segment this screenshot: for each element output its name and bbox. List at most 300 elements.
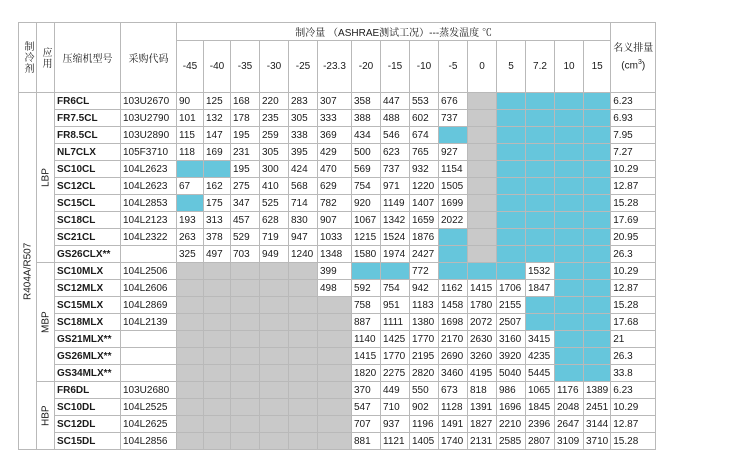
capacity-cell: 305 [260,144,289,161]
capacity-cell: 275 [231,178,260,195]
capacity-cell: 410 [260,178,289,195]
purchase-code-cell: 104L2625 [121,416,177,433]
capacity-cell: 4195 [468,365,497,382]
capacity-cell: 550 [410,382,439,399]
capacity-cell: 1154 [439,161,468,178]
capacity-cell [526,127,555,144]
capacity-cell: 1845 [526,399,555,416]
capacity-cell [584,110,611,127]
capacity-cell: 147 [204,127,231,144]
capacity-cell [177,365,204,382]
capacity-cell [318,314,352,331]
capacity-cell [526,178,555,195]
capacity-cell [231,433,260,450]
capacity-cell [231,382,260,399]
model-cell: SC10MLX [55,263,121,280]
table-row [19,297,656,314]
capacity-cell: 395 [289,144,318,161]
capacity-cell [555,161,584,178]
capacity-cell: 1391 [468,399,497,416]
displacement-cell: 26.3 [611,348,656,365]
capacity-cell: 1770 [381,348,410,365]
table-row [19,263,656,280]
capacity-cell: 1659 [410,212,439,229]
capacity-cell: 2807 [526,433,555,450]
capacity-cell: 195 [231,127,260,144]
temp-header-10: 0 [468,41,497,93]
capacity-cell: 259 [260,127,289,144]
temp-header-14: 15 [584,41,611,93]
application-group-cell: LBP [37,93,55,263]
capacity-cell [584,314,611,331]
capacity-cell [177,348,204,365]
purchase-code-cell [121,331,177,348]
capacity-cell: 4235 [526,348,555,365]
capacity-cell [177,331,204,348]
capacity-cell: 907 [318,212,352,229]
capacity-cell: 235 [260,110,289,127]
capacity-cell: 488 [381,110,410,127]
capacity-cell [555,178,584,195]
capacity-cell: 399 [318,263,352,280]
capacity-cell: 169 [204,144,231,161]
capacity-cell: 628 [260,212,289,229]
capacity-cell: 1215 [352,229,381,246]
capacity-cell [468,229,497,246]
capacity-cell [289,297,318,314]
capacity-cell: 920 [352,195,381,212]
capacity-cell: 1974 [381,246,410,263]
capacity-cell: 449 [381,382,410,399]
capacity-cell [289,348,318,365]
capacity-cell [177,433,204,450]
temp-header-11: 5 [497,41,526,93]
model-cell: FR6DL [55,382,121,399]
model-cell: GS26MLX** [55,348,121,365]
capacity-cell: 132 [204,110,231,127]
capacity-cell [526,229,555,246]
displacement-cell: 12.87 [611,178,656,195]
table-row [19,127,656,144]
capacity-cell [352,263,381,280]
capacity-cell: 1458 [439,297,468,314]
capacity-cell: 1348 [318,246,352,263]
capacity-cell: 602 [410,110,439,127]
displacement-cell: 17.68 [611,314,656,331]
capacity-cell [526,110,555,127]
temp-header-3: -30 [260,41,289,93]
capacity-cell: 971 [381,178,410,195]
capacity-cell: 1140 [352,331,381,348]
capacity-cell: 714 [289,195,318,212]
model-cell: SC18CL [55,212,121,229]
capacity-cell [555,127,584,144]
purchase-code-cell [121,246,177,263]
capacity-cell [526,93,555,110]
table-row [19,314,656,331]
capacity-cell: 2275 [381,365,410,382]
capacity-cell [584,365,611,382]
table-row [19,433,656,450]
capacity-cell [584,212,611,229]
capacity-cell [555,144,584,161]
capacity-cell [204,280,231,297]
table-row [19,348,656,365]
capacity-cell [231,280,260,297]
table-row [19,212,656,229]
model-cell: GS26CLX** [55,246,121,263]
capacity-cell: 1827 [468,416,497,433]
displacement-cell: 10.29 [611,263,656,280]
temp-header-12: 7.2 [526,41,555,93]
capacity-cell: 629 [318,178,352,195]
capacity-cell: 168 [231,93,260,110]
table-row [19,161,656,178]
capacity-cell: 2451 [584,399,611,416]
capacity-cell: 951 [381,297,410,314]
capacity-cell: 388 [352,110,381,127]
capacity-cell: 1162 [439,280,468,297]
capacity-cell [468,161,497,178]
capacity-cell: 115 [177,127,204,144]
capacity-cell [260,348,289,365]
capacity-cell: 5040 [497,365,526,382]
capacity-cell: 90 [177,93,204,110]
capacity-cell: 178 [231,110,260,127]
capacity-cell: 347 [231,195,260,212]
capacity-cell: 3144 [584,416,611,433]
purchase-code-cell: 104L2623 [121,161,177,178]
capacity-cell [289,314,318,331]
displacement-cell: 26.3 [611,246,656,263]
model-cell: SC15DL [55,433,121,450]
capacity-cell [526,195,555,212]
purchase-code-cell: 103U2670 [121,93,177,110]
capacity-cell [231,399,260,416]
capacity-cell: 737 [381,161,410,178]
capacity-cell: 2630 [468,331,497,348]
capacity-cell [260,263,289,280]
capacity-cell [468,144,497,161]
displacement-cell: 10.29 [611,161,656,178]
model-cell: NL7CLX [55,144,121,161]
capacity-cell [204,348,231,365]
capacity-cell: 1847 [526,280,555,297]
purchase-code-cell: 104L2322 [121,229,177,246]
capacity-cell [318,365,352,382]
capacity-cell [555,280,584,297]
capacity-cell: 2585 [497,433,526,450]
capacity-cell [584,348,611,365]
capacity-cell [497,110,526,127]
capacity-cell: 283 [289,93,318,110]
displacement-cell: 15.28 [611,195,656,212]
capacity-cell: 447 [381,93,410,110]
capacity-cell: 1505 [439,178,468,195]
capacity-cell: 947 [289,229,318,246]
capacity-cell: 592 [352,280,381,297]
capacity-cell: 1196 [410,416,439,433]
purchase-code-cell: 104L2606 [121,280,177,297]
capacity-cell [231,314,260,331]
capacity-cell [584,331,611,348]
capacity-cell: 1706 [497,280,526,297]
displacement-label: 名义排量 [613,42,654,54]
capacity-cell [555,195,584,212]
temp-header-5: -23.3 [318,41,352,93]
capacity-cell [584,178,611,195]
model-cell: SC18MLX [55,314,121,331]
compressor-capacity-table [18,22,656,450]
capacity-cell: 1532 [526,263,555,280]
capacity-cell [555,93,584,110]
capacity-cell: 2210 [497,416,526,433]
capacity-cell: 1067 [352,212,381,229]
table-row [19,229,656,246]
capacity-cell: 333 [318,110,352,127]
capacity-cell [468,127,497,144]
temp-header-13: 10 [555,41,584,93]
model-cell: FR6CL [55,93,121,110]
capacity-cell [177,195,204,212]
capacity-cell [555,365,584,382]
table-row [19,246,656,263]
table-row [19,280,656,297]
capacity-cell [468,93,497,110]
capacity-cell: 765 [410,144,439,161]
displacement-unit-sup: 3 [637,58,642,66]
capacity-cell [439,263,468,280]
capacity-cell: 674 [410,127,439,144]
temp-header-8: -10 [410,41,439,93]
purchase-code-cell: 103U2680 [121,382,177,399]
capacity-cell [526,144,555,161]
capacity-cell [497,212,526,229]
capacity-cell [497,263,526,280]
capacity-cell: 529 [231,229,260,246]
displacement-cell: 33.8 [611,365,656,382]
capacity-cell: 67 [177,178,204,195]
capacity-cell: 1389 [584,382,611,399]
capacity-cell: 325 [177,246,204,263]
capacity-cell [468,195,497,212]
capacity-cell: 703 [231,246,260,263]
purchase-code-cell: 104L2506 [121,263,177,280]
capacity-cell: 2170 [439,331,468,348]
capacity-cell [439,246,468,263]
capacity-cell [468,246,497,263]
table-row [19,382,656,399]
capacity-cell: 313 [204,212,231,229]
capacity-cell [318,416,352,433]
model-header: 压缩机型号 [55,23,121,93]
model-cell: FR7.5CL [55,110,121,127]
capacity-cell [555,263,584,280]
capacity-cell [584,263,611,280]
capacity-cell [231,331,260,348]
temp-header-6: -20 [352,41,381,93]
capacity-cell [177,382,204,399]
table-row [19,365,656,382]
purchase-code-cell [121,365,177,382]
capacity-cell [526,161,555,178]
capacity-cell: 424 [289,161,318,178]
purchase-code-cell: 104L2623 [121,178,177,195]
capacity-cell: 2427 [410,246,439,263]
capacity-cell: 231 [231,144,260,161]
capacity-cell [439,127,468,144]
capacity-cell [289,433,318,450]
table-row [19,331,656,348]
capacity-cell: 525 [260,195,289,212]
capacity-cell: 1121 [381,433,410,450]
capacity-cell: 1740 [439,433,468,450]
model-cell: FR8.5CL [55,127,121,144]
capacity-cell [584,280,611,297]
purchase-code-cell: 104L2525 [121,399,177,416]
capacity-cell: 358 [352,93,381,110]
purchase-code-cell: 104L2139 [121,314,177,331]
capacity-cell [468,110,497,127]
capacity-cell [318,297,352,314]
capacity-cell [497,178,526,195]
table-row [19,93,656,110]
displacement-cell: 7.95 [611,127,656,144]
capacity-cell: 497 [204,246,231,263]
capacity-cell: 1220 [410,178,439,195]
capacity-cell [177,297,204,314]
capacity-cell [439,229,468,246]
capacity-cell [555,348,584,365]
displacement-cell: 20.95 [611,229,656,246]
capacity-cell: 547 [352,399,381,416]
capacity-cell: 1111 [381,314,410,331]
capacity-cell [584,144,611,161]
displacement-cell: 10.29 [611,399,656,416]
capacity-cell: 3710 [584,433,611,450]
capacity-cell: 1183 [410,297,439,314]
capacity-cell [555,212,584,229]
model-cell: SC12DL [55,416,121,433]
temp-header-0: -45 [177,41,204,93]
refrigerant-header: 制冷剂 [19,23,37,93]
capacity-cell: 887 [352,314,381,331]
capacity-cell: 754 [352,178,381,195]
capacity-cell [177,161,204,178]
capacity-cell: 1425 [381,331,410,348]
capacity-cell [204,161,231,178]
capacity-cell: 719 [260,229,289,246]
capacity-cell [204,263,231,280]
capacity-cell [468,212,497,229]
capacity-cell: 2048 [555,399,584,416]
capacity-cell: 754 [381,280,410,297]
capacity-cell: 2507 [497,314,526,331]
capacity-cell [289,382,318,399]
displacement-cell: 15.28 [611,297,656,314]
capacity-cell [555,331,584,348]
displacement-cell: 15.28 [611,433,656,450]
capacity-cell [526,212,555,229]
displacement-header [611,23,656,93]
capacity-cell: 1149 [381,195,410,212]
capacity-cell [177,263,204,280]
capacity-cell [260,365,289,382]
model-cell: SC10DL [55,399,121,416]
capacity-cell [260,399,289,416]
capacity-cell: 470 [318,161,352,178]
purchase-code-cell: 104L2856 [121,433,177,450]
capacity-cell [204,433,231,450]
displacement-cell: 12.87 [611,416,656,433]
capacity-cell [204,365,231,382]
capacity-cell: 546 [381,127,410,144]
purchase-code-cell: 103U2790 [121,110,177,127]
purchase-code-cell: 103U2890 [121,127,177,144]
capacity-cell: 932 [410,161,439,178]
capacity-cell: 737 [439,110,468,127]
capacity-cell [260,416,289,433]
capacity-cell: 101 [177,110,204,127]
capacity-cell: 1176 [555,382,584,399]
capacity-cell: 2396 [526,416,555,433]
model-cell: GS21MLX** [55,331,121,348]
capacity-cell: 986 [497,382,526,399]
model-cell: SC21CL [55,229,121,246]
capacity-cell [177,314,204,331]
capacity-cell: 569 [352,161,381,178]
capacity-cell [204,382,231,399]
capacity-cell: 1524 [381,229,410,246]
capacity-cell: 3160 [497,331,526,348]
capacity-cell [260,331,289,348]
displacement-cell: 6.23 [611,382,656,399]
capacity-cell: 434 [352,127,381,144]
capacity-cell: 193 [177,212,204,229]
purchase-code-cell [121,348,177,365]
capacity-cell [584,229,611,246]
capacity-cell [260,297,289,314]
capacity-cell: 429 [318,144,352,161]
capacity-cell [289,280,318,297]
capacity-cell [381,263,410,280]
capacity-cell [260,382,289,399]
capacity-cell: 758 [352,297,381,314]
refrigerant-cell: R404A/R507 [19,93,37,450]
capacity-cell: 3415 [526,331,555,348]
capacity-cell: 263 [177,229,204,246]
capacity-cell [289,416,318,433]
capacity-cell: 3260 [468,348,497,365]
capacity-cell [289,399,318,416]
capacity-cell [555,314,584,331]
capacity-cell: 2022 [439,212,468,229]
model-cell: SC15MLX [55,297,121,314]
capacity-cell [497,246,526,263]
capacity-cell [584,246,611,263]
capacity-cell: 5445 [526,365,555,382]
compressor-capacity-table-container [18,22,656,450]
application-group-cell: MBP [37,263,55,382]
temp-header-2: -35 [231,41,260,93]
capacity-cell: 1065 [526,382,555,399]
capacity-cell: 937 [381,416,410,433]
capacity-cell: 707 [352,416,381,433]
capacity-cell [260,280,289,297]
capacity-cell: 623 [381,144,410,161]
capacity-cell: 942 [410,280,439,297]
model-cell: SC12MLX [55,280,121,297]
